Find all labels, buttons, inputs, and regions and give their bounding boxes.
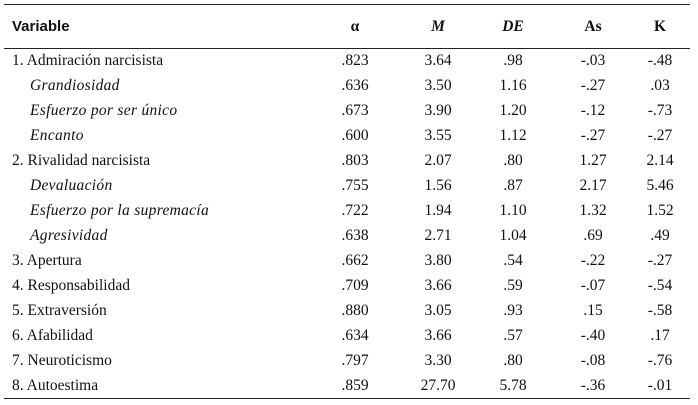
cell-kurtosis: -.73	[647, 102, 673, 119]
cell-kurtosis: .17	[650, 327, 670, 344]
cell-standard-deviation: .59	[503, 277, 523, 294]
cell-alpha: .662	[341, 252, 369, 269]
header-mean: M	[406, 5, 470, 49]
cell-mean: 3.80	[424, 252, 452, 269]
cell-variable: 6. Afabilidad	[12, 327, 93, 344]
cell-skewness: 1.27	[579, 152, 607, 169]
table-row	[4, 349, 690, 374]
cell-variable: Encanto	[30, 127, 84, 144]
cell-mean: 2.07	[424, 152, 452, 169]
cell-mean: 3.90	[424, 102, 452, 119]
table-row	[4, 274, 690, 299]
cell-kurtosis: -.27	[647, 252, 673, 269]
cell-alpha: .722	[341, 202, 369, 219]
cell-mean: 3.66	[424, 327, 452, 344]
cell-kurtosis: 2.14	[646, 152, 674, 169]
table-row	[4, 224, 690, 249]
header-skewness: As	[556, 5, 630, 49]
table-row	[4, 99, 690, 124]
cell-mean: 2.71	[424, 227, 452, 244]
cell-standard-deviation: .57	[503, 327, 523, 344]
table-row	[4, 249, 690, 274]
cell-kurtosis: 1.52	[646, 202, 674, 219]
cell-variable: Esfuerzo por ser único	[30, 102, 178, 119]
cell-kurtosis: .49	[650, 227, 670, 244]
table-row	[4, 374, 690, 399]
cell-alpha: .634	[341, 327, 369, 344]
header-alpha: α	[304, 5, 406, 49]
cell-kurtosis: -.27	[647, 127, 673, 144]
cell-skewness: -.22	[580, 252, 606, 269]
cell-mean: 1.94	[424, 202, 452, 219]
cell-kurtosis: -.58	[647, 302, 673, 319]
cell-kurtosis: -.76	[647, 352, 673, 369]
cell-alpha: .673	[341, 102, 369, 119]
cell-standard-deviation: 1.12	[499, 127, 527, 144]
cell-mean: 3.30	[424, 352, 452, 369]
cell-variable: 3. Apertura	[12, 252, 82, 269]
cell-variable: 7. Neuroticismo	[12, 352, 112, 369]
cell-skewness: -.27	[580, 127, 606, 144]
cell-alpha: .803	[341, 152, 369, 169]
descriptive-statistics-table	[4, 4, 690, 399]
cell-mean: 1.56	[424, 177, 452, 194]
descriptive-statistics-table-container	[4, 4, 690, 399]
table-body	[4, 49, 690, 399]
cell-alpha: .636	[341, 77, 369, 94]
table-row	[4, 149, 690, 174]
cell-skewness: 2.17	[579, 177, 607, 194]
cell-mean: 3.05	[424, 302, 452, 319]
table-row	[4, 324, 690, 349]
cell-alpha: .600	[341, 127, 369, 144]
cell-skewness: -.40	[580, 327, 606, 344]
cell-alpha: .823	[341, 52, 369, 70]
table-row	[4, 199, 690, 224]
cell-standard-deviation: 1.20	[499, 102, 527, 119]
cell-skewness: -.36	[556, 374, 630, 399]
cell-variable: Esfuerzo por la supremacía	[30, 202, 210, 219]
cell-standard-deviation: .93	[503, 302, 523, 319]
cell-mean: 3.50	[424, 77, 452, 94]
cell-standard-deviation: 1.10	[499, 202, 527, 219]
cell-kurtosis: -.54	[647, 277, 673, 294]
cell-skewness: .69	[583, 227, 603, 244]
cell-variable: Agresividad	[30, 227, 108, 244]
cell-variable: 8. Autoestima	[4, 374, 304, 399]
cell-alpha: .755	[341, 177, 369, 194]
cell-variable: 2. Rivalidad narcisista	[12, 152, 151, 169]
cell-variable: 4. Responsabilidad	[12, 277, 130, 294]
cell-skewness: -.27	[580, 77, 606, 94]
cell-skewness: -.08	[580, 352, 606, 369]
cell-standard-deviation: .80	[503, 152, 523, 169]
header-row	[4, 5, 690, 49]
cell-standard-deviation: .87	[503, 177, 523, 194]
cell-variable: 1. Admiración narcisista	[12, 52, 164, 70]
cell-standard-deviation: 1.04	[499, 227, 527, 244]
header-kurtosis: K	[630, 5, 690, 49]
table-row	[4, 49, 690, 74]
cell-variable: Grandiosidad	[30, 77, 120, 94]
cell-alpha: .709	[341, 277, 369, 294]
cell-standard-deviation: .98	[503, 52, 523, 70]
cell-skewness: -.07	[580, 277, 606, 294]
cell-variable: Devaluación	[30, 177, 113, 194]
cell-alpha: .859	[304, 374, 406, 399]
cell-kurtosis: -.48	[647, 52, 673, 70]
cell-standard-deviation: .54	[503, 252, 523, 269]
table-row	[4, 299, 690, 324]
header-standard-deviation: DE	[470, 5, 556, 49]
cell-skewness: -.03	[580, 52, 606, 70]
table-header	[4, 5, 690, 49]
cell-mean: 3.55	[424, 127, 452, 144]
cell-skewness: .15	[583, 302, 603, 319]
cell-kurtosis: -.01	[630, 374, 690, 399]
cell-alpha: .880	[341, 302, 369, 319]
cell-mean: 3.64	[424, 52, 452, 70]
cell-standard-deviation: 5.78	[470, 374, 556, 399]
cell-mean: 3.66	[424, 277, 452, 294]
cell-kurtosis: 5.46	[646, 177, 674, 194]
cell-standard-deviation: 1.16	[499, 77, 527, 94]
cell-mean: 27.70	[406, 374, 470, 399]
cell-alpha: .797	[341, 352, 369, 369]
cell-variable: 5. Extraversión	[12, 302, 107, 319]
header-variable: Variable	[4, 5, 304, 49]
cell-skewness: -.12	[580, 102, 606, 119]
table-row	[4, 74, 690, 99]
table-row	[4, 174, 690, 199]
cell-kurtosis: .03	[650, 77, 670, 94]
cell-alpha: .638	[341, 227, 369, 244]
cell-standard-deviation: .80	[503, 352, 523, 369]
cell-skewness: 1.32	[579, 202, 607, 219]
table-row	[4, 124, 690, 149]
